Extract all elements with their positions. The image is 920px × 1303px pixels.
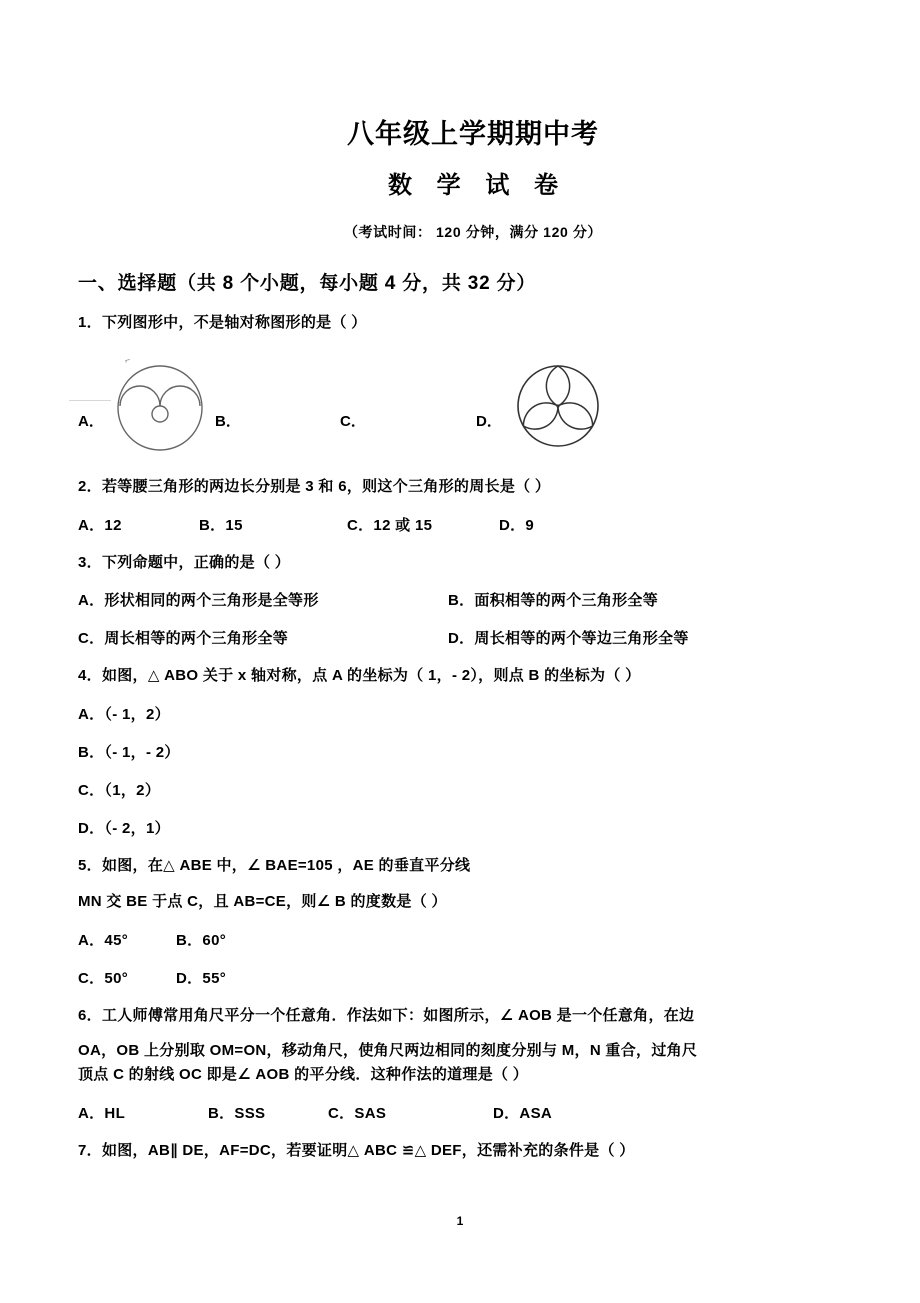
question-5-option-a: A．45° <box>78 931 129 949</box>
question-4-option-a: A．（- 1，2） <box>78 706 170 724</box>
stray-rule-line <box>69 400 111 401</box>
section-heading-multiple-choice: 一、选择题（共 8 个小题，每小题 4 分，共 32 分） <box>78 273 537 295</box>
question-2-option-d: D．9 <box>499 516 535 534</box>
option-label-a: A． <box>78 412 104 430</box>
question-2-option-b: B．15 <box>199 516 243 534</box>
question-2-option-a: A．12 <box>78 516 122 534</box>
question-5-options-row-2 <box>78 967 868 988</box>
question-7-stem: 7．如图，AB∥ DE，AF=DC，若要证明△ ABC ≌△ DEF，还需补充的条件是（ ） <box>78 1141 635 1159</box>
question-3-option-b: B．面积相等的两个三角形全等 <box>448 592 659 610</box>
question-3-option-c: C．周长相等的两个三角形全等 <box>78 630 289 648</box>
question-6-option-b: B．SSS <box>208 1104 266 1122</box>
question-6-stem-line-3: 顶点 C 的射线 OC 即是∠ AOB 的平分线．这种作法的道理是（ ） <box>78 1066 529 1084</box>
question-5-options-row-1 <box>78 929 868 950</box>
question-4-option-d: D．（- 2，1） <box>78 820 170 838</box>
question-5-option-d: D．55° <box>176 969 227 987</box>
question-4-option-a-row <box>78 703 868 724</box>
question-3-option-a: A．形状相同的两个三角形是全等形 <box>78 592 319 610</box>
question-4-options <box>78 703 868 838</box>
question-1-stem: 1．下列图形中，不是轴对称图形的是（ ） <box>78 314 367 332</box>
question-4-stem: 4．如图，△ ABO 关于 x 轴对称，点 A 的坐标为（ 1，- 2），则点 B 的坐标为（ ） <box>78 667 641 685</box>
circle-with-trefoil-icon <box>508 354 608 459</box>
question-1-option-d <box>476 347 626 459</box>
question-2-options <box>78 514 868 535</box>
question-4-option-b: B．（- 1，- 2） <box>78 744 180 762</box>
question-5-option-b: B．60° <box>176 931 227 949</box>
exam-info-line: （考试时间： 120 分钟，满分 120 分） <box>343 224 603 241</box>
question-3-options-row-1 <box>78 589 868 610</box>
question-5-option-c: C．50° <box>78 969 129 987</box>
stray-tick-mark-icon: ⌐ <box>124 354 132 366</box>
question-6-stem-line-1: 6．工人师傅常用角尺平分一个任意角．作法如下：如图所示，∠ AOB 是一个任意角，在边 <box>78 1006 695 1024</box>
question-4-option-c-row <box>78 779 868 800</box>
question-4-option-c: C．（1，2） <box>78 782 161 800</box>
page-subtitle: 数 学 试 卷 <box>387 172 567 200</box>
question-4-option-b-row <box>78 741 868 762</box>
question-1-option-a <box>78 347 228 459</box>
question-6-stem-line-2: OA，OB 上分别取 OM=ON，移动角尺，使角尺两边相同的刻度分别与 M，N 重合，过角尺 <box>78 1042 698 1060</box>
page-title: 八年级上学期期中考 <box>347 119 599 149</box>
option-label-b: B． <box>215 412 241 430</box>
question-5-stem-line-1: 5．如图，在△ ABE 中，∠ BAE=105 ，AE 的垂直平分线 <box>78 857 471 875</box>
question-3-option-d: D．周长相等的两个等边三角形全等 <box>448 630 689 648</box>
question-2-stem: 2．若等腰三角形的两边长分别是 3 和 6，则这个三角形的周长是（ ） <box>78 477 551 495</box>
question-2-option-c: C．12 或 15 <box>347 516 433 534</box>
question-3-stem: 3．下列命题中，正确的是（ ） <box>78 553 291 571</box>
question-6-option-c: C．SAS <box>328 1104 387 1122</box>
question-6-option-a: A．HL <box>78 1104 126 1122</box>
page-number: 1 <box>456 1214 464 1228</box>
option-label-d: D． <box>476 412 502 430</box>
question-1-option-c <box>340 347 430 459</box>
question-6-options <box>78 1102 868 1123</box>
question-6-option-d: D．ASA <box>493 1104 553 1122</box>
question-3-options-row-2 <box>78 627 868 648</box>
question-1-option-b <box>215 347 305 459</box>
question-1-figure-row <box>78 347 868 459</box>
page-content <box>78 0 868 1161</box>
circle-with-two-arcs-and-small-circle-icon <box>110 354 210 459</box>
question-5-stem-line-2: MN 交 BE 于点 C，且 AB=CE，则∠ B 的度数是（ ） <box>78 892 447 910</box>
option-label-c: C． <box>340 412 366 430</box>
question-4-option-d-row <box>78 817 868 838</box>
